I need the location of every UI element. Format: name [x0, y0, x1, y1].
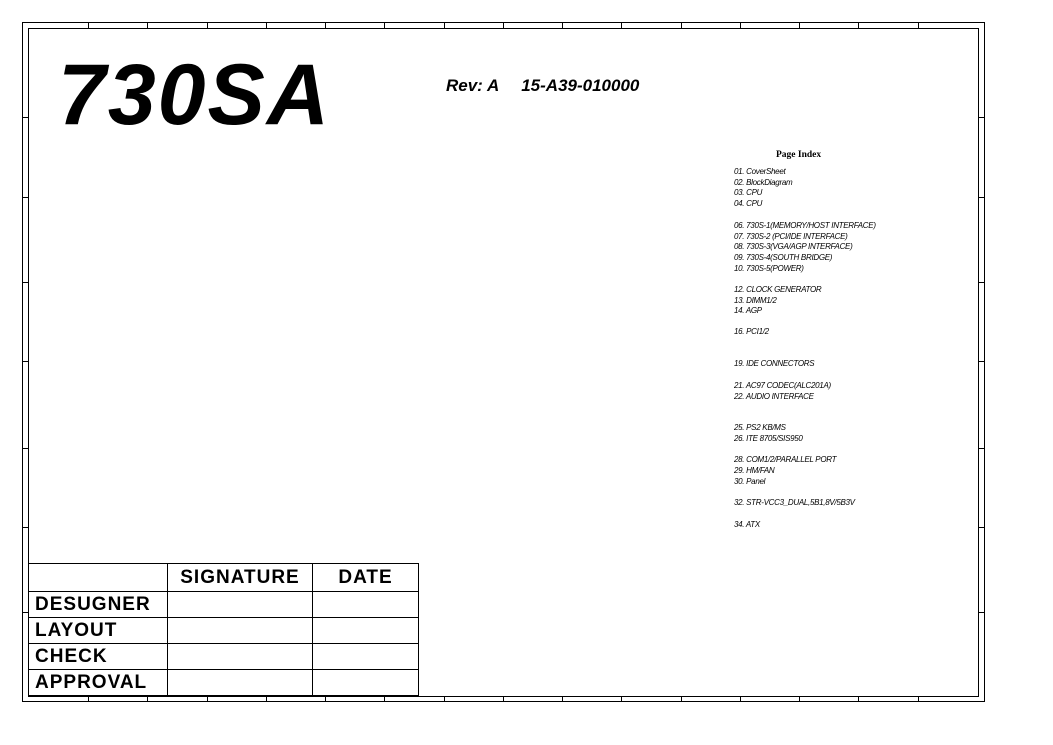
role-cell: CHECK	[29, 644, 168, 670]
page-index-item: 34. ATX	[734, 520, 760, 529]
role-cell: LAYOUT	[29, 618, 168, 644]
border-tick	[207, 696, 208, 702]
page-index-item: 12. CLOCK GENERATOR	[734, 285, 822, 294]
page-index	[734, 150, 974, 529]
signature-table	[28, 563, 419, 696]
revision-label: Rev: A	[446, 76, 500, 95]
border-tick	[147, 22, 148, 28]
page-index-item: 26. ITE 8705/SIS950	[734, 434, 803, 443]
border-tick	[444, 696, 445, 702]
date-cell	[313, 644, 419, 670]
signature-header: SIGNATURE	[168, 564, 313, 592]
border-tick	[740, 696, 741, 702]
table-header-row	[29, 564, 419, 592]
model-title: 730SA	[58, 47, 331, 143]
border-tick	[266, 696, 267, 702]
border-tick	[979, 361, 985, 362]
border-tick	[266, 22, 267, 28]
signature-cell	[168, 618, 313, 644]
border-tick	[22, 527, 28, 528]
page-index-item: 10. 730S-5(POWER)	[734, 264, 804, 273]
page-index-item: 06. 730S-1(MEMORY/HOST INTERFACE)	[734, 221, 876, 230]
table-row	[29, 592, 419, 618]
revision-line	[446, 76, 639, 96]
border-tick	[384, 22, 385, 28]
border-tick	[681, 22, 682, 28]
page-index-item: 02. BlockDiagram	[734, 178, 793, 187]
page-index-item: 01. CoverSheet	[734, 167, 786, 176]
page-index-item: 07. 730S-2 (PCI/IDE INTERFACE)	[734, 232, 848, 241]
border-tick	[979, 282, 985, 283]
border-tick	[325, 22, 326, 28]
page-index-item: 28. COM1/2/PARALLEL PORT	[734, 455, 837, 464]
signature-cell	[168, 592, 313, 618]
table-row	[29, 618, 419, 644]
page-index-item: 19. IDE CONNECTORS	[734, 359, 815, 368]
border-tick	[740, 22, 741, 28]
signature-cell	[168, 670, 313, 696]
page-index-item: 22. AUDIO INTERFACE	[734, 392, 814, 401]
date-cell	[313, 618, 419, 644]
page-index-item: 03. CPU	[734, 188, 763, 197]
border-tick	[621, 696, 622, 702]
role-cell: APPROVAL	[29, 670, 168, 696]
border-tick	[503, 22, 504, 28]
border-tick	[918, 696, 919, 702]
border-tick	[681, 696, 682, 702]
border-tick	[207, 22, 208, 28]
border-tick	[22, 197, 28, 198]
page-index-item: 04. CPU	[734, 199, 763, 208]
border-tick	[88, 22, 89, 28]
border-tick	[979, 612, 985, 613]
border-tick	[325, 696, 326, 702]
page-index-item: 32. STR-VCC3_DUAL,5B1,8V/5B3V	[734, 498, 855, 507]
date-header: DATE	[313, 564, 419, 592]
border-tick	[979, 117, 985, 118]
border-tick	[147, 696, 148, 702]
page-index-item: 14. AGP	[734, 306, 762, 315]
border-tick	[979, 527, 985, 528]
border-tick	[444, 22, 445, 28]
border-tick	[562, 696, 563, 702]
border-tick	[384, 696, 385, 702]
page-index-title: Page Index	[776, 150, 822, 160]
header-blank-cell	[29, 564, 168, 592]
page-index-item: 08. 730S-3(VGA/AGP INTERFACE)	[734, 242, 853, 251]
date-cell	[313, 670, 419, 696]
table-row	[29, 670, 419, 696]
border-tick	[858, 696, 859, 702]
border-tick	[799, 22, 800, 28]
border-tick	[979, 448, 985, 449]
border-tick	[918, 22, 919, 28]
page-index-item: 09. 730S-4(SOUTH BRIDGE)	[734, 253, 833, 262]
page-index-item: 25. PS2 KB/MS	[734, 423, 786, 432]
page-index-item: 21. AC97 CODEC(ALC201A)	[734, 381, 831, 390]
role-cell: DESUGNER	[29, 592, 168, 618]
border-tick	[22, 117, 28, 118]
table-row	[29, 644, 419, 670]
border-tick	[22, 448, 28, 449]
border-tick	[979, 197, 985, 198]
date-cell	[313, 592, 419, 618]
border-tick	[22, 282, 28, 283]
border-tick	[621, 22, 622, 28]
border-tick	[799, 696, 800, 702]
page-index-item: 16. PCI1/2	[734, 327, 769, 336]
signature-cell	[168, 644, 313, 670]
border-tick	[88, 696, 89, 702]
border-tick	[22, 361, 28, 362]
border-tick	[562, 22, 563, 28]
page-index-item: 29. HM/FAN	[734, 466, 775, 475]
document-number: 15-A39-010000	[521, 76, 640, 95]
border-tick	[858, 22, 859, 28]
border-tick	[503, 696, 504, 702]
page-index-item: 13. DIMM1/2	[734, 296, 777, 305]
page-index-item: 30. Panel	[734, 477, 766, 486]
